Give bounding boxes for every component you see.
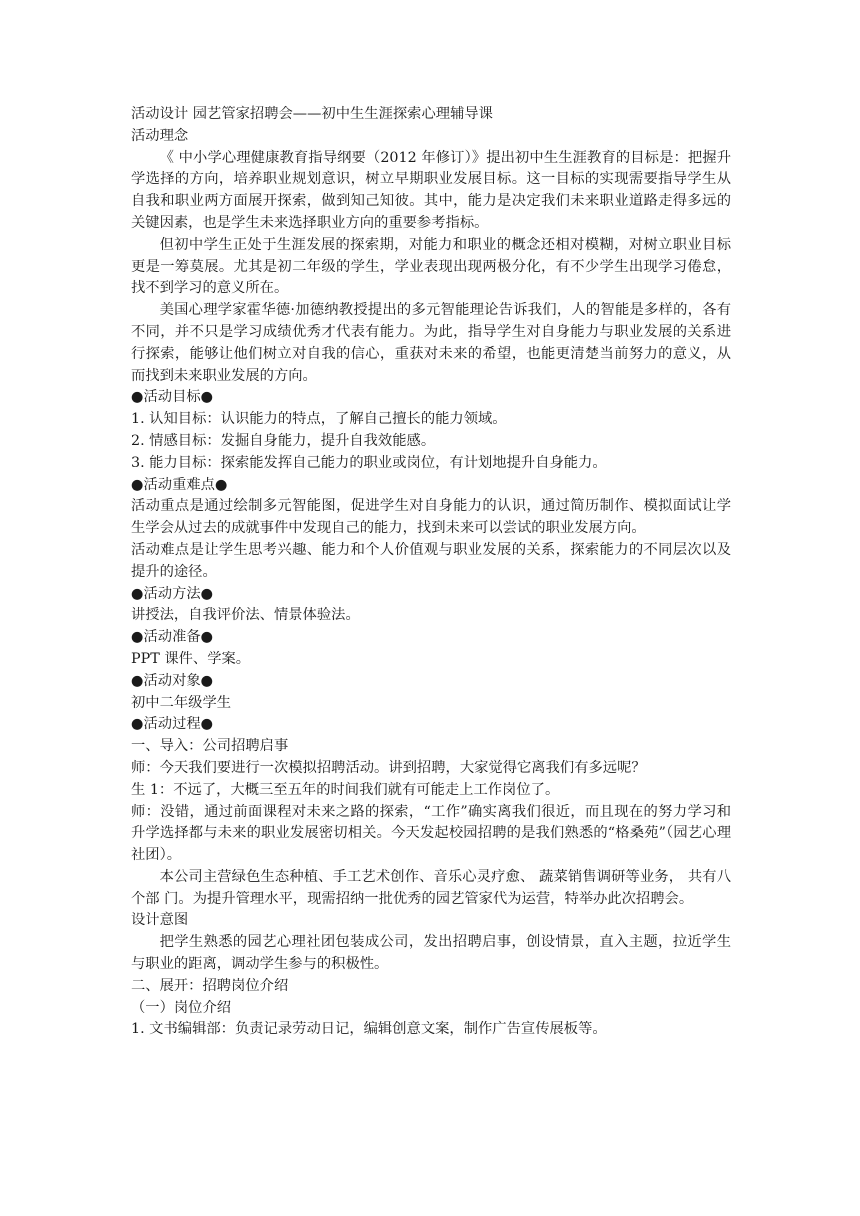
preparation-heading: ●活动准备● xyxy=(131,629,214,646)
job-item-1: 1. 文书编辑部：负责记录劳动日记，编辑创意文案，制作广告宣传展板等。 xyxy=(131,1021,607,1038)
dialogue-student-1: 生 1：不远了，大概三至五年的时间我们就有可能走上工作岗位了。 xyxy=(131,781,560,798)
goal-item-1: 1. 认知目标：认识能力的特点，了解自己擅长的能力领域。 xyxy=(131,411,507,428)
key-points-heading: ●活动重难点● xyxy=(131,476,228,493)
expand-heading: 二、展开：招聘岗位介绍 xyxy=(131,977,289,994)
concept-heading: 活动理念 xyxy=(131,127,189,144)
concept-paragraph-3: 美国心理学家霍华德·加德纳教授提出的多元智能理论告诉我们，人的智能是多样的，各有不同，并不只是学习成绩优秀才代表有能力。为此，指导学生对自身能力与职业发展的关系进行探索，能够让他们树立对自我的信心，重获对未来的希望，也能更清楚当前努力的意义，从而找到未来职业发展的方向。 xyxy=(131,302,731,384)
target-text: 初中二年级学生 xyxy=(131,694,232,711)
company-paragraph: 本公司主营绿色生态种植、手工艺术创作、音乐心灵疗愈、 蔬菜销售调研等业务， 共有八个部 门。为提升管理水平，现需招纳一批优秀的园艺管家代为运营，特举办此次招聘会。 xyxy=(131,868,731,907)
dialogue-teacher-2: 师：没错，通过前面课程对未来之路的探索，“工作”确实离我们很近，而且现在的努力学习和升学选择都与未来的职业发展密切相关。今天发起校园招聘的是我们熟悉的“格桑苑”（园艺心理社团）。 xyxy=(131,803,731,864)
subsection-heading: （一）岗位介绍 xyxy=(131,999,232,1016)
goals-heading: ●活动目标● xyxy=(131,389,214,406)
concept-paragraph-2: 但初中学生正处于生涯发展的探索期，对能力和职业的概念还相对模糊，对树立职业目标更是一筹莫展。尤其是初二年级的学生，学业表现出现两极分化，有不少学生出现学习倦怠，找不到学习的意义所在。 xyxy=(131,236,731,297)
design-intent-heading: 设计意图 xyxy=(131,912,189,929)
document-title: 活动设计 园艺管家招聘会——初中生生涯探索心理辅导课 xyxy=(131,106,493,122)
key-point-difficulty: 活动难点是让学生思考兴趣、能力和个人价值观与职业发展的关系，探索能力的不同层次以及提升的途径。 xyxy=(131,541,731,580)
document-page xyxy=(131,104,731,1041)
target-heading: ●活动对象● xyxy=(131,672,214,689)
preparation-text: PPT 课件、学案。 xyxy=(131,650,251,667)
design-intent-text: 把学生熟悉的园艺心理社团包装成公司，发出招聘启事，创设情景，直入主题，拉近学生与职业的距离，调动学生参与的积极性。 xyxy=(131,934,731,973)
key-point-focus: 活动重点是通过绘制多元智能图，促进学生对自身能力的认识，通过简历制作、模拟面试让学生学会从过去的成就事件中发现自己的能力，找到未来可以尝试的职业发展方向。 xyxy=(131,498,731,537)
dialogue-teacher-1: 师：今天我们要进行一次模拟招聘活动。讲到招聘，大家觉得它离我们有多远呢？ xyxy=(131,759,646,776)
goal-item-2: 2. 情感目标：发掘自身能力，提升自我效能感。 xyxy=(131,432,436,449)
method-heading: ●活动方法● xyxy=(131,585,214,602)
concept-paragraph-1: 《 中小学心理健康教育指导纲要（2012 年修订）》提出初中生生涯教育的目标是：把握升学选择的方向，培养职业规划意识，树立早期职业发展目标。这一目标的实现需要指导学生从自我和职业两方面展开探索，做到知己知彼。其中，能力是决定我们未来职业道路走得多远的关键因素，也是学生未来选择职业方向的重要参考指标。 xyxy=(131,149,731,231)
process-heading: ●活动过程● xyxy=(131,716,214,733)
intro-heading: 一、导入：公司招聘启事 xyxy=(131,738,289,755)
goal-item-3: 3. 能力目标：探索能发挥自己能力的职业或岗位，有计划地提升自身能力。 xyxy=(131,454,607,471)
method-text: 讲授法，自我评价法、情景体验法。 xyxy=(131,607,360,624)
